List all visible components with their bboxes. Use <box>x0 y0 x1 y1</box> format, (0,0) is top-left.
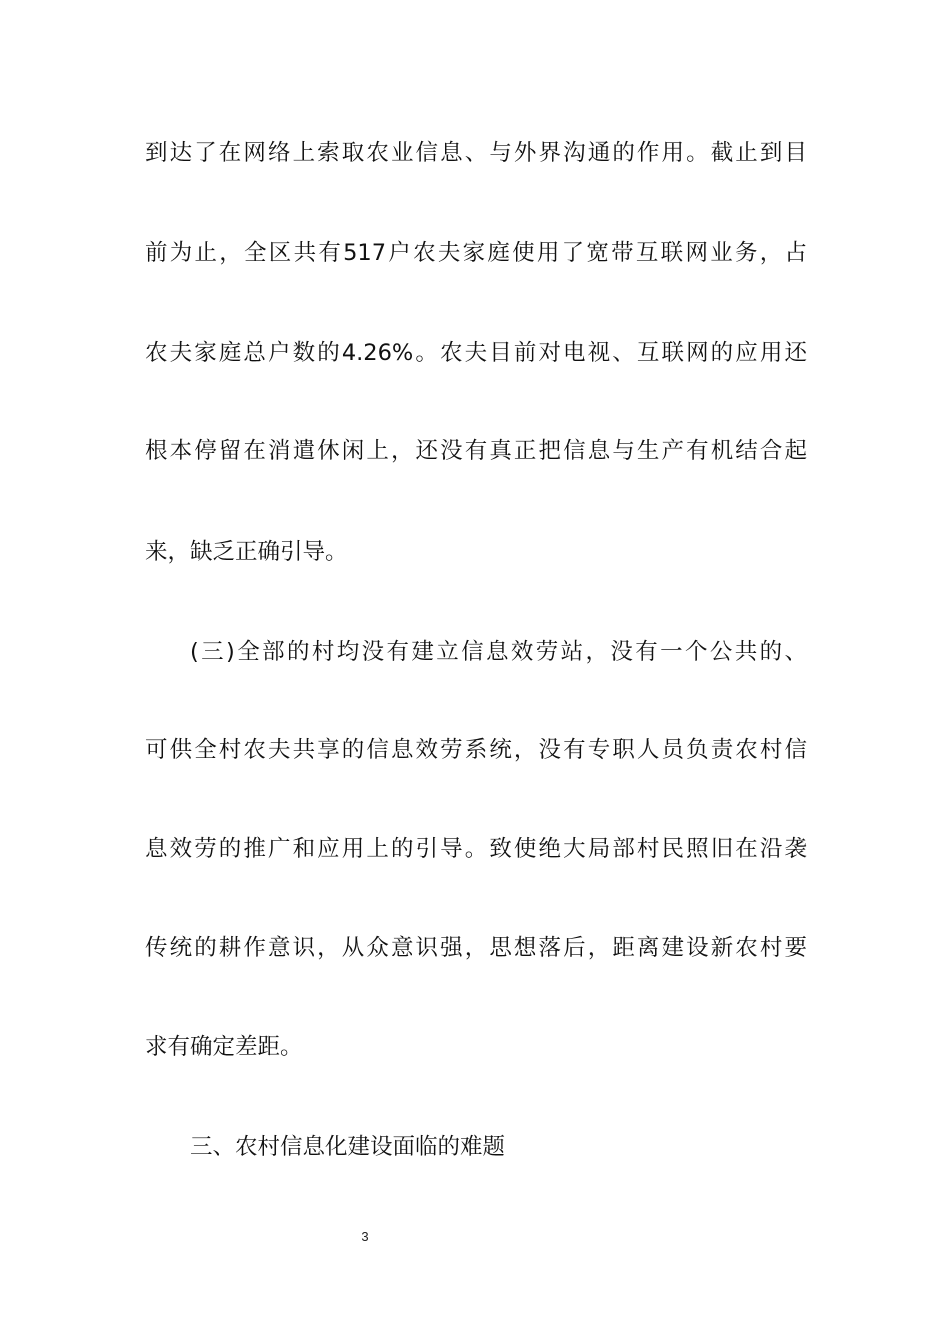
paragraph-1-line-2: 前为止，全区共有517户农夫家庭使用了宽带互联网业务，占 <box>145 240 807 266</box>
paragraph-2-line-1: (三)全部的村均没有建立信息效劳站，没有一个公共的、 <box>190 639 807 665</box>
paragraph-1-line-1: 到达了在网络上索取农业信息、与外界沟通的作用。截止到目 <box>145 140 807 166</box>
paragraph-2-line-5: 求有确定差距。 <box>145 1034 303 1060</box>
paragraph-2-line-2: 可供全村农夫共享的信息效劳系统，没有专职人员负责农村信 <box>145 737 807 763</box>
paragraph-2-line-4: 传统的耕作意识，从众意识强，思想落后，距离建设新农村要 <box>145 935 807 961</box>
page-number: 3 <box>361 1229 369 1244</box>
paragraph-1-line-5: 来，缺乏正确引导。 <box>145 539 348 565</box>
section-heading: 三、农村信息化建设面临的难题 <box>190 1134 506 1160</box>
paragraph-1-line-4: 根本停留在消遣休闲上，还没有真正把信息与生产有机结合起 <box>145 438 807 464</box>
paragraph-1-line-3: 农夫家庭总户数的4.26%。农夫目前对电视、互联网的应用还 <box>145 340 807 366</box>
paragraph-2-line-3: 息效劳的推广和应用上的引导。致使绝大局部村民照旧在沿袭 <box>145 836 807 862</box>
